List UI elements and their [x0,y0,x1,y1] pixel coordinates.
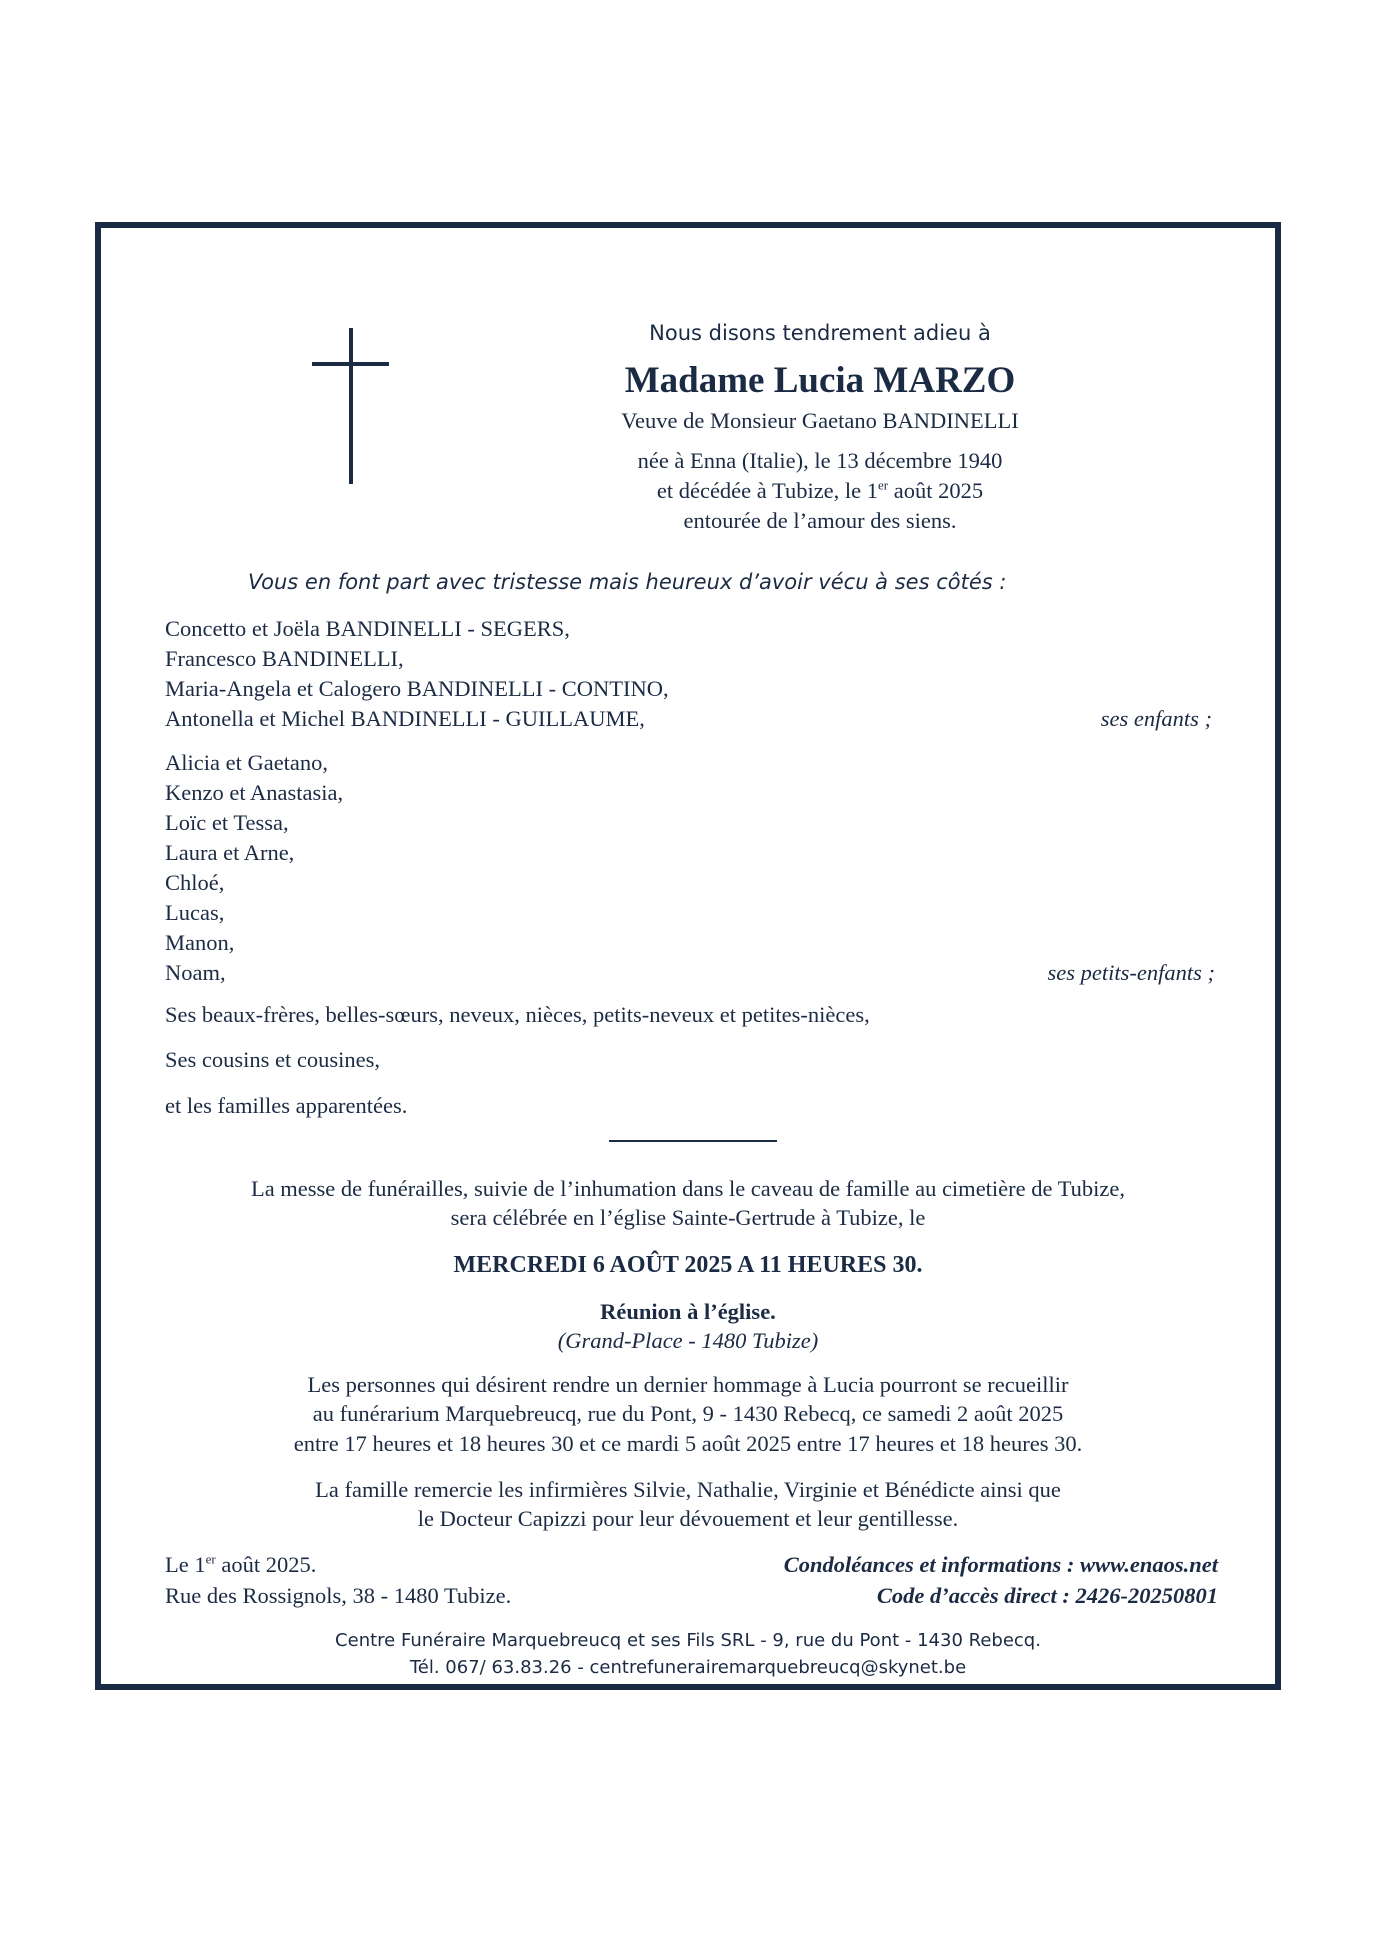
ceremony-line: La messe de funérailles, suivie de l’inhumation dans le caveau de famille au cimetière de Tubize, [250,1176,1126,1201]
death-info-sup: er [878,477,889,493]
grandchild-entry: Alicia et Gaetano, [165,750,329,775]
child-entry: Antonella et Michel BANDINELLI - GUILLAUME, [165,706,645,731]
death-info-prefix: et décédée à Tubize, le 1 [656,478,879,503]
birth-info: née à Enna (Italie), le 13 décembre 1940 [637,448,1003,473]
grandchild-entry: Lucas, [165,900,225,925]
condolences-info: Condoléances et informations : www.enaos.net [783,1552,1218,1577]
widow-of: Veuve de Monsieur Gaetano BANDINELLI [621,408,1019,433]
children-role: ses enfants ; [1100,706,1212,731]
footer-date-sup: er [205,1551,216,1567]
ceremony-date: MERCREDI 6 AOÛT 2025 A 11 HEURES 30. [453,1252,923,1278]
thanks-line: le Docteur Capizzi pour leur dévouement et leur gentillesse. [417,1506,959,1531]
visitation-line: au funérarium Marquebreucq, rue du Pont, 9 - 1430 Rebecq, ce samedi 2 août 2025 [312,1401,1064,1426]
grandchild-entry: Noam, [165,960,226,985]
death-info-suffix: août 2025 [888,478,984,503]
access-code: Code d’accès direct : 2426-20250801 [876,1583,1218,1608]
announcement-text: Vous en font part avec tristesse mais heureux d’avoir vécu à ses côtés : [248,570,1007,594]
funeral-home-contact: Tél. 067/ 63.83.26 - centrefunerairemarquebreucq@skynet.be [409,1657,967,1678]
visitation-line: Les personnes qui désirent rendre un dernier hommage à Lucia pourront se recueillir [307,1372,1069,1397]
cross-icon-bar [312,362,389,366]
meeting-address: (Grand-Place - 1480 Tubize) [557,1328,819,1353]
grandchild-entry: Chloé, [165,870,225,895]
footer-date-suffix: août 2025. [215,1552,317,1577]
relatives-line: Ses beaux-frères, belles-sœurs, neveux, nièces, petits-neveux et petites-nièces, [165,1002,870,1027]
meeting-place: Réunion à l’église. [600,1299,776,1324]
visitation-line: entre 17 heures et 18 heures 30 et ce mardi 5 août 2025 entre 17 heures et 18 heures 30. [293,1431,1083,1456]
grandchild-entry: Manon, [165,930,235,955]
ceremony-line: sera célébrée en l’église Sainte-Gertrude à Tubize, le [450,1205,926,1230]
surrounded-text: entourée de l’amour des siens. [683,508,957,533]
grandchild-entry: Loïc et Tessa, [165,810,289,835]
intro-text: Nous disons tendrement adieu à [649,321,991,345]
family-address: Rue des Rossignols, 38 - 1480 Tubize. [165,1583,512,1608]
grandchild-entry: Laura et Arne, [165,840,295,865]
section-divider [609,1140,777,1142]
thanks-line: La famille remercie les infirmières Silvie, Nathalie, Virginie et Bénédicte ainsi que [315,1477,1061,1502]
child-entry: Concetto et Joëla BANDINELLI - SEGERS, [165,616,570,641]
grandchildren-list [165,748,343,988]
funeral-home-info: Centre Funéraire Marquebreucq et ses Fils SRL - 9, rue du Pont - 1430 Rebecq. [335,1630,1041,1651]
children-list [165,614,669,734]
child-entry: Maria-Angela et Calogero BANDINELLI - CONTINO, [165,676,669,701]
relatives-line: Ses cousins et cousines, [165,1047,380,1072]
cross-icon [349,328,353,484]
deceased-name: Madame Lucia MARZO [624,360,1016,401]
relatives-line: et les familles apparentées. [165,1093,408,1118]
grandchild-entry: Kenzo et Anastasia, [165,780,344,805]
footer-date [165,1550,316,1580]
grandchildren-role: ses petits-enfants ; [1047,960,1215,985]
child-entry: Francesco BANDINELLI, [165,646,404,671]
death-info [560,476,1080,506]
footer-date-prefix: Le 1 [165,1552,206,1577]
